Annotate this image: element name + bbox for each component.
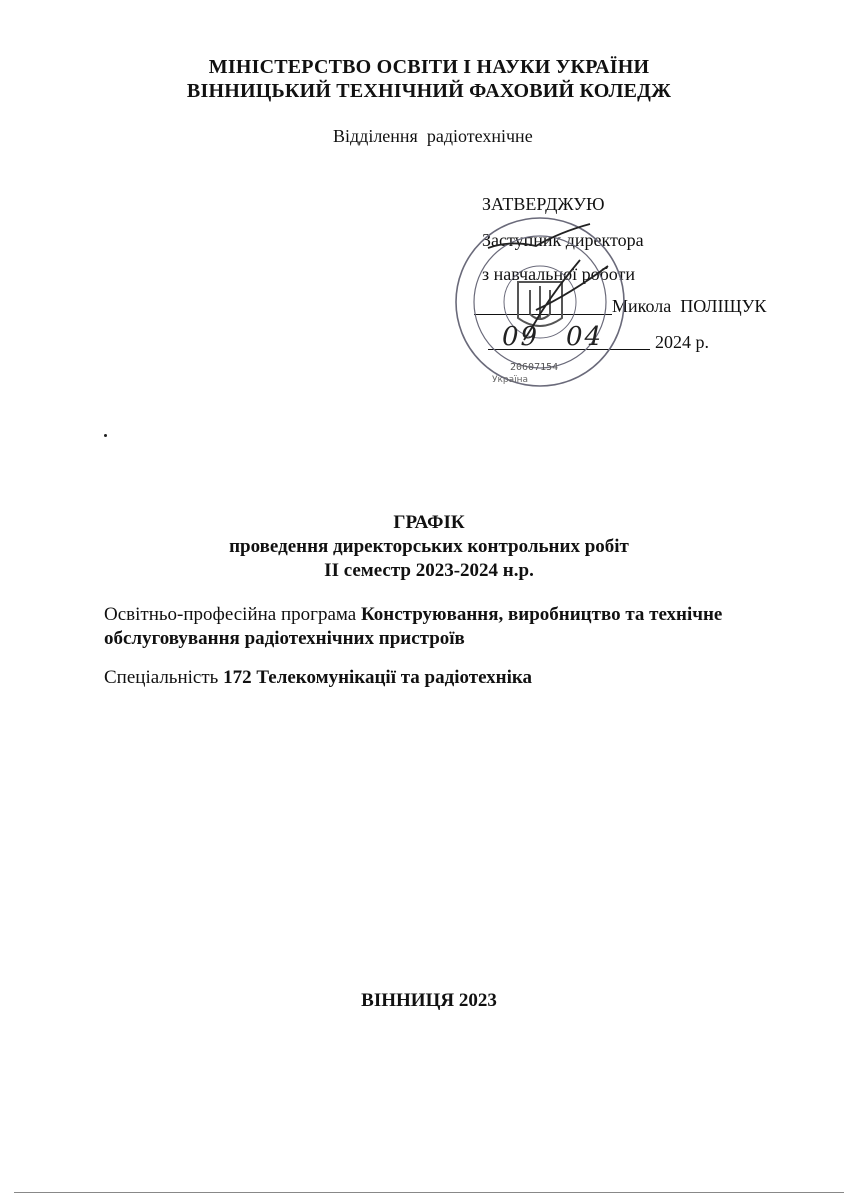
coat-of-arms-icon [518,282,562,326]
program-value-2: обслуговування радіотехнічних пристроїв [104,628,465,649]
ministry-title: МІНІСТЕРСТВО ОСВІТИ І НАУКИ УКРАЇНИ [208,56,650,78]
specialty-value: 172 Телекомунікації та радіотехніка [223,667,533,688]
college-title: ВІННИЦЬКИЙ ТЕХНІЧНИЙ ФАХОВИЙ КОЛЕДЖ [186,80,672,102]
document-title: ГРАФІК [393,512,465,533]
scan-edge [14,1192,844,1193]
specialty-line [104,667,532,689]
approver-position-line1: Заступник директора [482,230,644,250]
approval-date-year: 2024 р. [655,332,709,352]
specialty-label: Спеціальність [104,667,224,688]
program-label: Освітньо-професійна програма [104,604,361,625]
stamp-country: Україна [492,375,529,385]
department-label: Відділення радіотехнічне [333,126,533,146]
document-subtitle-1: проведення директорських контрольних робіт [229,536,629,557]
official-stamp [440,210,640,395]
handwritten-month: 04 [566,322,604,352]
program-line-1 [104,604,804,626]
document-subtitle-2: ІІ семестр 2023-2024 н.р. [324,560,534,581]
scan-dot [104,434,107,437]
handwritten-day: 09 [502,322,540,352]
approve-heading: ЗАТВЕРДЖУЮ [482,194,605,214]
program-value-1: Конструювання, виробництво та технічне [360,604,723,625]
approver-name: Микола ПОЛІЩУК [612,296,767,316]
approver-position-line2: з навчальної роботи [482,264,635,284]
stamp-number: 20607154 [510,362,559,373]
city-year: ВІННИЦЯ 2023 [361,990,497,1011]
